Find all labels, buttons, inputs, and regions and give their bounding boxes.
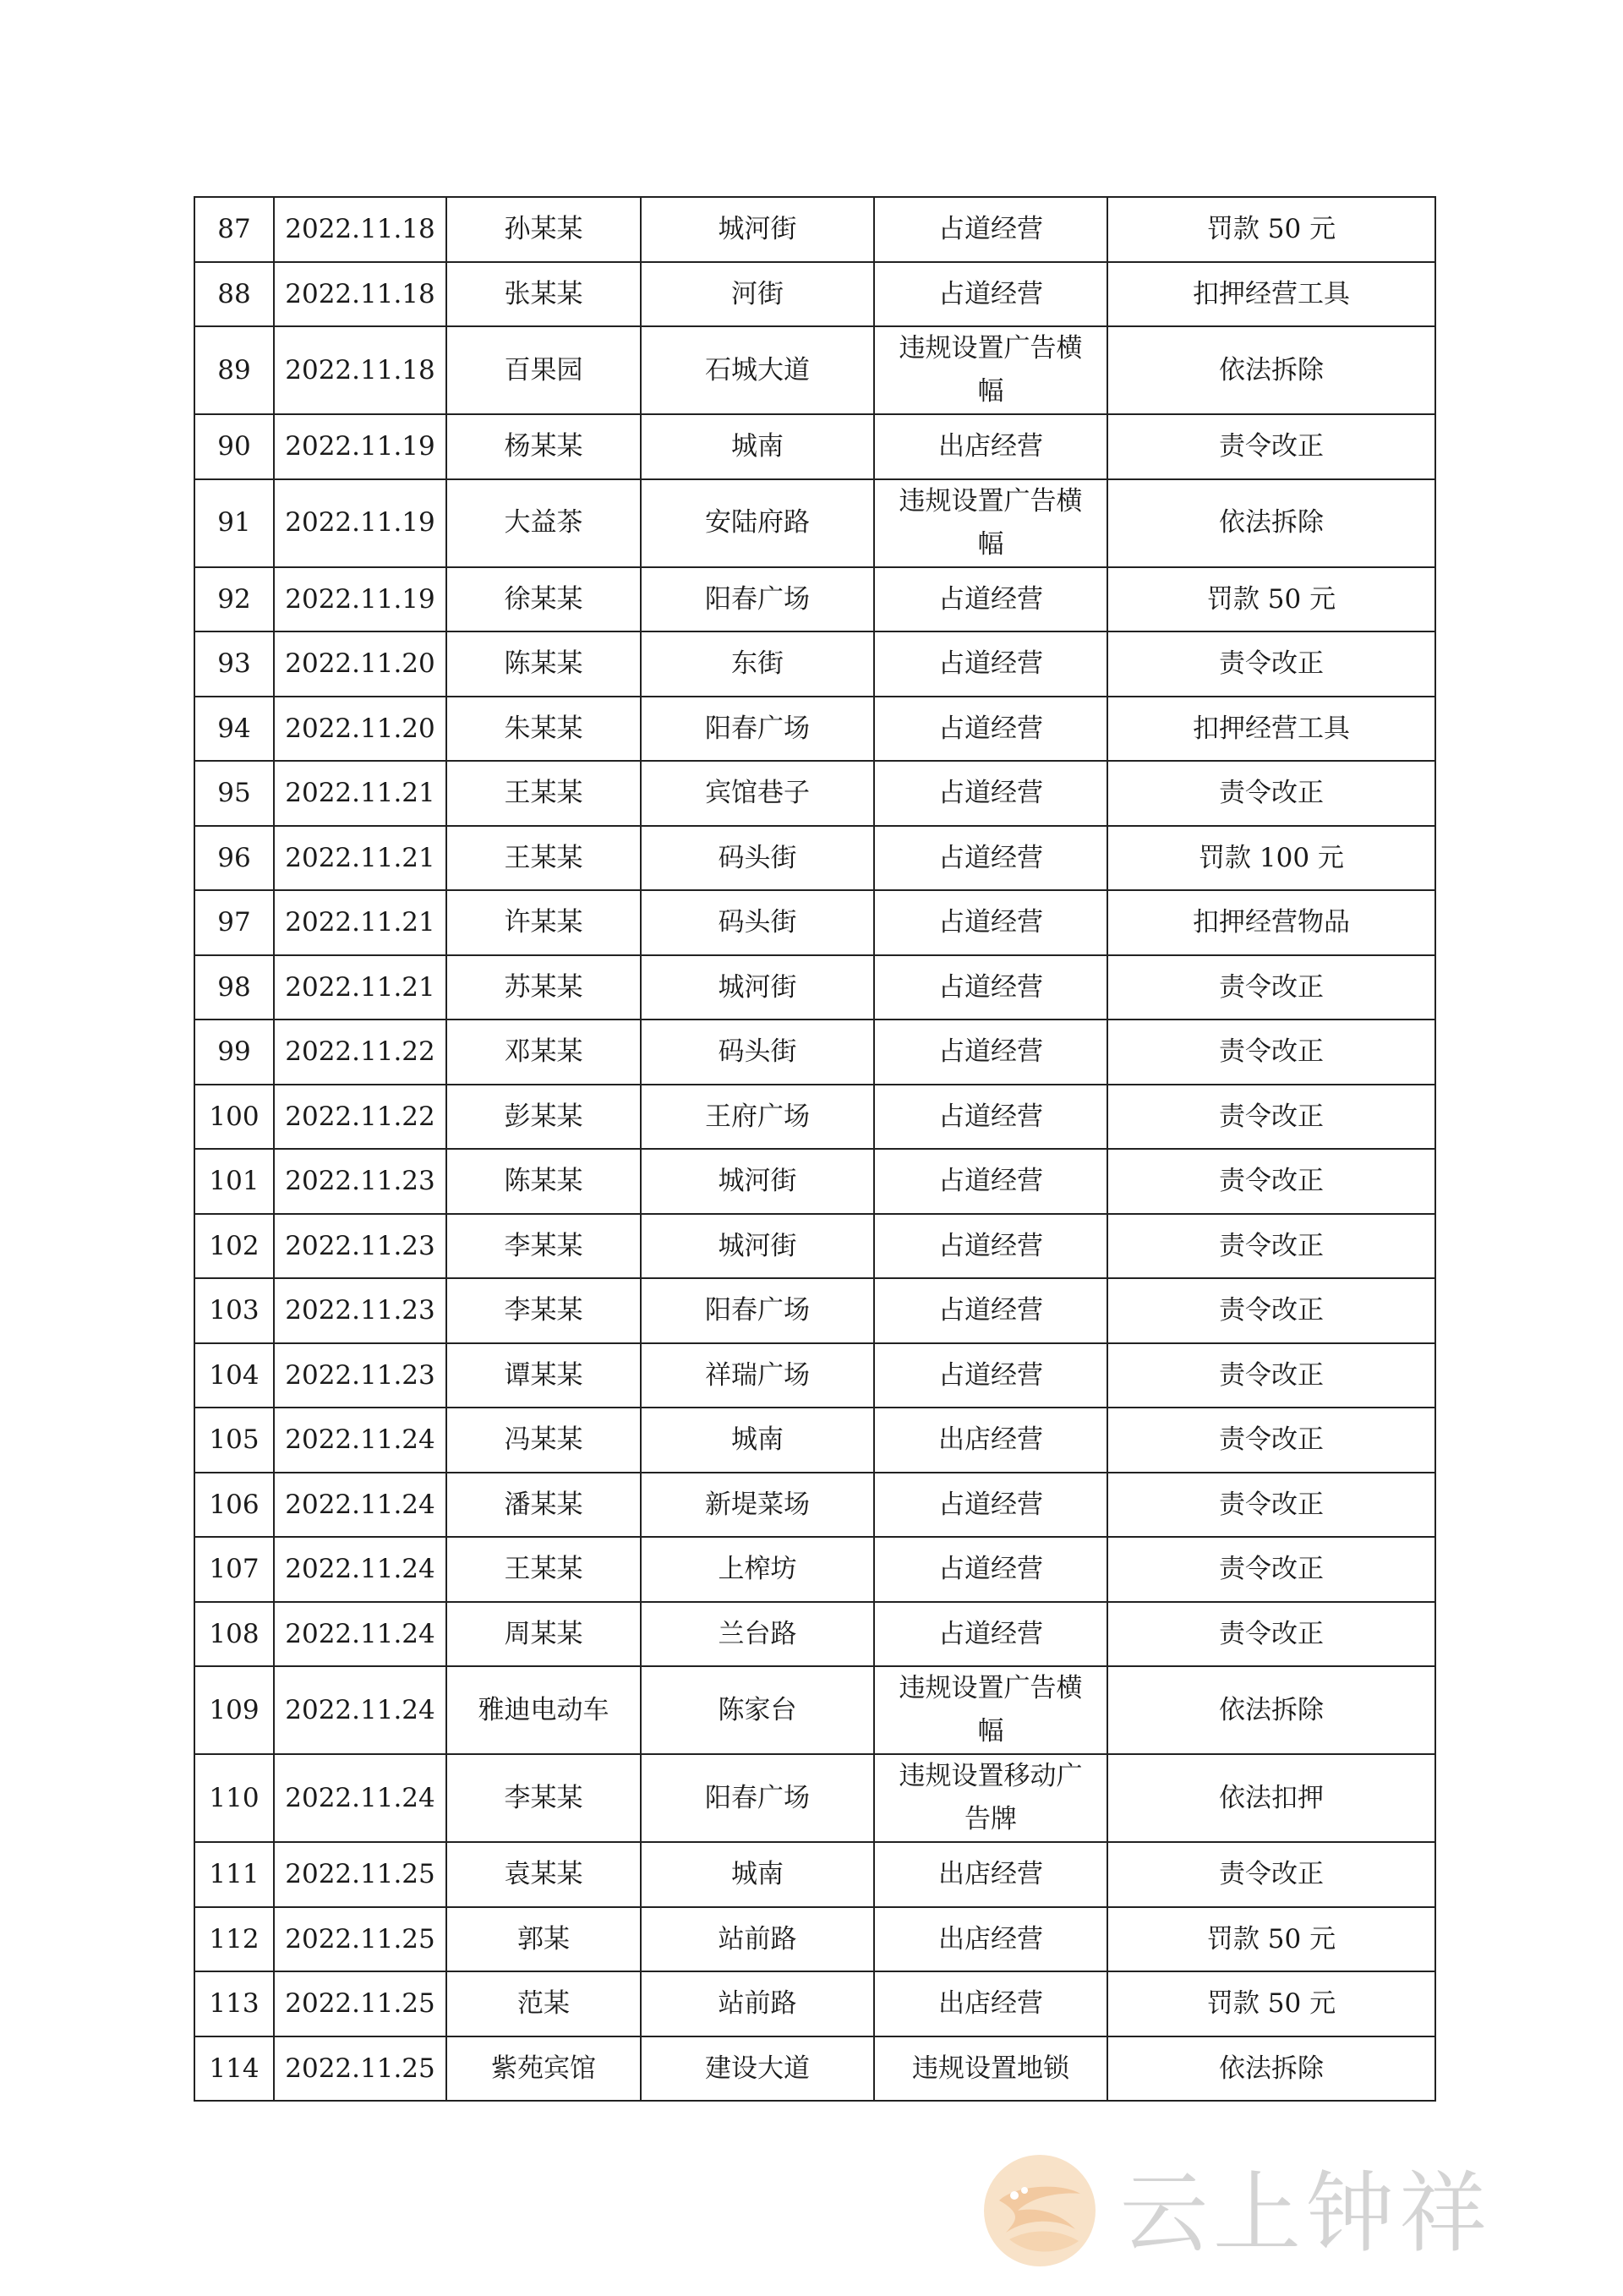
cell-violation: 占道经营 [874,1278,1107,1343]
cell-violation: 占道经营 [874,1214,1107,1279]
cell-violation: 占道经营 [874,1020,1107,1085]
cell-location: 阳春广场 [641,1278,874,1343]
cell-violation: 占道经营 [874,761,1107,826]
cell-violation: 出店经营 [874,414,1107,479]
cell-location: 上榨坊 [641,1537,874,1602]
cell-violation: 出店经营 [874,1907,1107,1972]
yun-shang-logo-icon [981,2151,1099,2270]
cell-location: 站前路 [641,1971,874,2036]
cell-violation: 占道经营 [874,1085,1107,1150]
cell-no: 94 [194,697,274,762]
table-row [194,262,1435,327]
table-row [194,761,1435,826]
cell-no: 102 [194,1214,274,1279]
cell-name: 百果园 [446,326,641,414]
cell-location: 城河街 [641,955,874,1020]
table-row [194,1602,1435,1667]
cell-name: 范某 [446,1971,641,2036]
table-row [194,1408,1435,1473]
cell-violation: 出店经营 [874,1408,1107,1473]
cell-date: 2022.11.19 [274,567,446,632]
cell-no: 96 [194,826,274,891]
cell-name: 许某某 [446,890,641,955]
cell-action: 扣押经营工具 [1107,697,1435,762]
cell-action: 扣押经营工具 [1107,262,1435,327]
cell-no: 89 [194,326,274,414]
cell-no: 87 [194,197,274,262]
table-row [194,697,1435,762]
cell-date: 2022.11.23 [274,1343,446,1408]
cell-date: 2022.11.22 [274,1020,446,1085]
table-row [194,631,1435,697]
cell-date: 2022.11.20 [274,631,446,697]
cell-date: 2022.11.23 [274,1214,446,1279]
table-row [194,826,1435,891]
cell-date: 2022.11.24 [274,1666,446,1754]
cell-location: 城南 [641,414,874,479]
cell-action: 罚款 50 元 [1107,567,1435,632]
cell-location: 祥瑞广场 [641,1343,874,1408]
cell-name: 谭某某 [446,1343,641,1408]
cell-no: 107 [194,1537,274,1602]
cell-no: 97 [194,890,274,955]
cell-location: 码头街 [641,890,874,955]
cell-name: 大益茶 [446,479,641,567]
cell-name: 苏某某 [446,955,641,1020]
records-table-body [194,197,1435,2101]
cell-action: 责令改正 [1107,414,1435,479]
cell-name: 朱某某 [446,697,641,762]
cell-name: 邓某某 [446,1020,641,1085]
table-row [194,1666,1435,1754]
cell-violation: 占道经营 [874,262,1107,327]
cell-location: 阳春广场 [641,567,874,632]
cell-no: 113 [194,1971,274,2036]
cell-date: 2022.11.18 [274,197,446,262]
cell-name: 徐某某 [446,567,641,632]
cell-date: 2022.11.25 [274,2036,446,2102]
cell-no: 106 [194,1473,274,1538]
cell-no: 103 [194,1278,274,1343]
table-row [194,414,1435,479]
cell-violation: 违规设置广告横幅 [874,1666,1107,1754]
cell-no: 99 [194,1020,274,1085]
cell-action: 罚款 50 元 [1107,1907,1435,1972]
cell-action: 责令改正 [1107,1602,1435,1667]
table-row [194,1343,1435,1408]
table-row [194,479,1435,567]
cell-no: 90 [194,414,274,479]
cell-date: 2022.11.18 [274,326,446,414]
cell-date: 2022.11.23 [274,1278,446,1343]
cell-violation: 占道经营 [874,697,1107,762]
cell-no: 93 [194,631,274,697]
cell-date: 2022.11.24 [274,1754,446,1842]
watermark [981,2147,1589,2282]
cell-action: 责令改正 [1107,1278,1435,1343]
cell-date: 2022.11.19 [274,414,446,479]
cell-action: 罚款 100 元 [1107,826,1435,891]
cell-action: 责令改正 [1107,1085,1435,1150]
table-row [194,1020,1435,1085]
cell-no: 88 [194,262,274,327]
table-row [194,326,1435,414]
table-row [194,1754,1435,1842]
cell-date: 2022.11.21 [274,890,446,955]
cell-violation: 占道经营 [874,1537,1107,1602]
cell-name: 袁某某 [446,1842,641,1907]
cell-no: 111 [194,1842,274,1907]
cell-violation: 违规设置地锁 [874,2036,1107,2102]
cell-no: 109 [194,1666,274,1754]
cell-location: 宾馆巷子 [641,761,874,826]
cell-violation: 占道经营 [874,1343,1107,1408]
watermark-text: 云上钟祥 [1120,2162,1493,2265]
cell-name: 王某某 [446,826,641,891]
cell-location: 王府广场 [641,1085,874,1150]
cell-name: 张某某 [446,262,641,327]
cell-location: 城河街 [641,197,874,262]
cell-violation: 违规设置广告横幅 [874,326,1107,414]
table-row [194,1537,1435,1602]
cell-date: 2022.11.25 [274,1971,446,2036]
cell-action: 责令改正 [1107,955,1435,1020]
cell-name: 彭某某 [446,1085,641,1150]
table-row [194,2036,1435,2102]
cell-action: 责令改正 [1107,1473,1435,1538]
table-row [194,1842,1435,1907]
cell-date: 2022.11.18 [274,262,446,327]
cell-no: 100 [194,1085,274,1150]
cell-no: 110 [194,1754,274,1842]
table-row [194,955,1435,1020]
cell-action: 责令改正 [1107,1343,1435,1408]
cell-location: 城南 [641,1842,874,1907]
cell-action: 依法拆除 [1107,1666,1435,1754]
cell-no: 92 [194,567,274,632]
cell-name: 雅迪电动车 [446,1666,641,1754]
cell-name: 潘某某 [446,1473,641,1538]
cell-date: 2022.11.19 [274,479,446,567]
records-table [194,196,1436,2102]
cell-location: 河街 [641,262,874,327]
table-row [194,1278,1435,1343]
cell-violation: 占道经营 [874,890,1107,955]
cell-location: 城河街 [641,1214,874,1279]
cell-no: 112 [194,1907,274,1972]
cell-action: 责令改正 [1107,1537,1435,1602]
table-row [194,1907,1435,1972]
table-row [194,197,1435,262]
cell-violation: 占道经营 [874,1149,1107,1214]
cell-violation: 占道经营 [874,1473,1107,1538]
cell-name: 陈某某 [446,631,641,697]
cell-violation: 占道经营 [874,826,1107,891]
cell-name: 郭某 [446,1907,641,1972]
cell-violation: 占道经营 [874,955,1107,1020]
cell-violation: 出店经营 [874,1842,1107,1907]
cell-location: 阳春广场 [641,1754,874,1842]
cell-action: 扣押经营物品 [1107,890,1435,955]
cell-violation: 违规设置移动广告牌 [874,1754,1107,1842]
cell-name: 李某某 [446,1754,641,1842]
cell-violation: 占道经营 [874,1602,1107,1667]
cell-location: 码头街 [641,1020,874,1085]
cell-no: 91 [194,479,274,567]
cell-location: 站前路 [641,1907,874,1972]
cell-no: 114 [194,2036,274,2102]
cell-date: 2022.11.25 [274,1842,446,1907]
cell-violation: 占道经营 [874,197,1107,262]
cell-date: 2022.11.25 [274,1907,446,1972]
cell-date: 2022.11.24 [274,1537,446,1602]
cell-date: 2022.11.23 [274,1149,446,1214]
cell-location: 兰台路 [641,1602,874,1667]
cell-no: 104 [194,1343,274,1408]
cell-date: 2022.11.21 [274,761,446,826]
cell-location: 城河街 [641,1149,874,1214]
cell-action: 责令改正 [1107,1408,1435,1473]
cell-name: 周某某 [446,1602,641,1667]
cell-name: 李某某 [446,1278,641,1343]
cell-date: 2022.11.24 [274,1602,446,1667]
cell-action: 依法拆除 [1107,479,1435,567]
cell-no: 105 [194,1408,274,1473]
cell-location: 石城大道 [641,326,874,414]
table-row [194,890,1435,955]
cell-action: 依法拆除 [1107,2036,1435,2102]
cell-location: 东街 [641,631,874,697]
cell-name: 王某某 [446,761,641,826]
cell-no: 101 [194,1149,274,1214]
cell-no: 108 [194,1602,274,1667]
cell-date: 2022.11.21 [274,826,446,891]
cell-name: 李某某 [446,1214,641,1279]
cell-location: 陈家台 [641,1666,874,1754]
cell-date: 2022.11.21 [274,955,446,1020]
cell-action: 责令改正 [1107,631,1435,697]
table-row [194,1473,1435,1538]
cell-date: 2022.11.24 [274,1473,446,1538]
cell-location: 码头街 [641,826,874,891]
cell-name: 杨某某 [446,414,641,479]
cell-action: 依法扣押 [1107,1754,1435,1842]
table-row [194,567,1435,632]
table-row [194,1214,1435,1279]
cell-location: 阳春广场 [641,697,874,762]
cell-action: 责令改正 [1107,1214,1435,1279]
cell-action: 罚款 50 元 [1107,197,1435,262]
cell-name: 紫苑宾馆 [446,2036,641,2102]
cell-violation: 出店经营 [874,1971,1107,2036]
cell-violation: 违规设置广告横幅 [874,479,1107,567]
records-table-container [194,196,1434,2102]
cell-location: 城南 [641,1408,874,1473]
cell-no: 95 [194,761,274,826]
cell-name: 孙某某 [446,197,641,262]
cell-action: 责令改正 [1107,1149,1435,1214]
cell-location: 新堤菜场 [641,1473,874,1538]
cell-location: 建设大道 [641,2036,874,2102]
cell-date: 2022.11.22 [274,1085,446,1150]
cell-action: 依法拆除 [1107,326,1435,414]
table-row [194,1149,1435,1214]
cell-name: 王某某 [446,1537,641,1602]
cell-violation: 占道经营 [874,567,1107,632]
cell-action: 责令改正 [1107,1842,1435,1907]
cell-name: 陈某某 [446,1149,641,1214]
cell-action: 罚款 50 元 [1107,1971,1435,2036]
table-row [194,1971,1435,2036]
cell-name: 冯某某 [446,1408,641,1473]
cell-action: 责令改正 [1107,761,1435,826]
cell-date: 2022.11.24 [274,1408,446,1473]
cell-location: 安陆府路 [641,479,874,567]
cell-violation: 占道经营 [874,631,1107,697]
cell-date: 2022.11.20 [274,697,446,762]
cell-no: 98 [194,955,274,1020]
cell-action: 责令改正 [1107,1020,1435,1085]
table-row [194,1085,1435,1150]
